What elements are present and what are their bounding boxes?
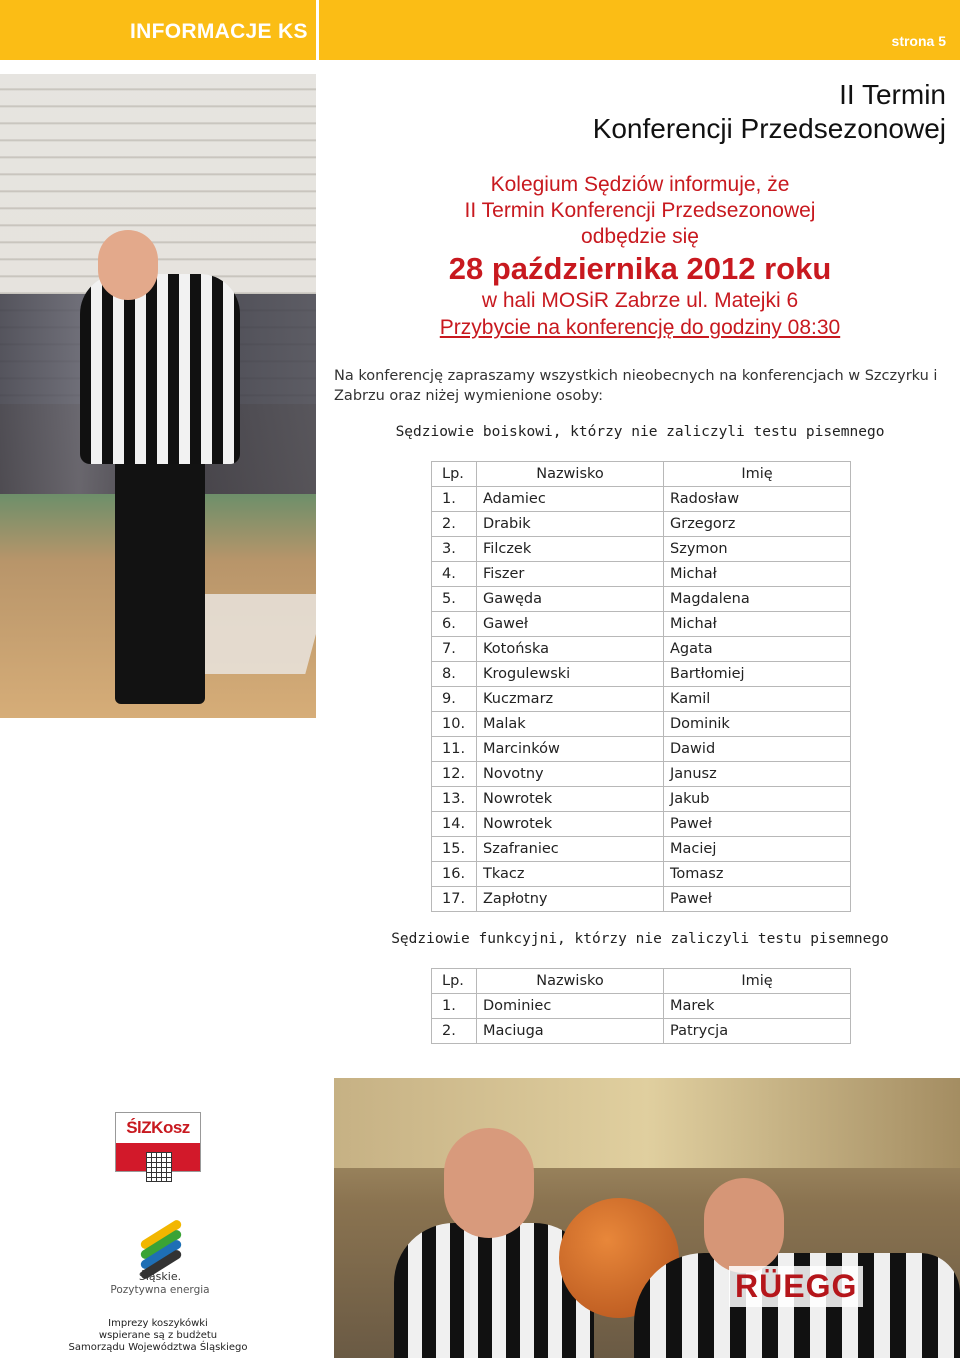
conference-date: 28 października 2012 roku: [448, 251, 832, 286]
row-first-name: Michał: [664, 562, 851, 587]
table-header-row: [432, 462, 851, 487]
row-first-name: Patrycja: [664, 1019, 851, 1044]
row-surname: Nowrotek: [477, 787, 664, 812]
column-first-name: Imię: [664, 462, 851, 487]
column-lp: Lp.: [432, 462, 477, 487]
row-surname: Malak: [477, 712, 664, 737]
page-number: strona 5: [891, 33, 946, 49]
table-officials-table: [431, 968, 851, 1044]
row-number: 14.: [432, 812, 477, 837]
slaskie-logo-tagline: Pozytywna energia: [110, 1284, 210, 1296]
photo-hall-wall: [334, 1078, 960, 1168]
row-surname: Dominiec: [477, 994, 664, 1019]
header-divider: [316, 0, 319, 60]
row-surname: Kotońska: [477, 637, 664, 662]
photo-referee-left-head: [444, 1128, 534, 1238]
table-row: [432, 762, 851, 787]
row-first-name: Agata: [664, 637, 851, 662]
table-row: [432, 512, 851, 537]
row-number: 12.: [432, 762, 477, 787]
row-first-name: Michał: [664, 612, 851, 637]
row-first-name: Paweł: [664, 812, 851, 837]
row-number: 15.: [432, 837, 477, 862]
court-referees-table: [431, 461, 851, 912]
row-number: 2.: [432, 1019, 477, 1044]
row-number: 17.: [432, 887, 477, 912]
title-line-2: Konferencji Przedsezonowej: [592, 113, 946, 144]
row-surname: Gaweł: [477, 612, 664, 637]
table-row: [432, 862, 851, 887]
table-row: [432, 837, 851, 862]
section-title: INFORMACJE KS: [130, 20, 308, 43]
row-number: 13.: [432, 787, 477, 812]
row-surname: Gawęda: [477, 587, 664, 612]
row-first-name: Grzegorz: [664, 512, 851, 537]
table-row: [432, 1019, 851, 1044]
row-first-name: Janusz: [664, 762, 851, 787]
table-row: [432, 587, 851, 612]
row-first-name: Maciej: [664, 837, 851, 862]
row-number: 5.: [432, 587, 477, 612]
row-surname: Adamiec: [477, 487, 664, 512]
row-number: 10.: [432, 712, 477, 737]
table-row: [432, 637, 851, 662]
row-number: 9.: [432, 687, 477, 712]
column-first-name: Imię: [664, 969, 851, 994]
announcement-line-1: Kolegium Sędziów informuje, że: [490, 173, 790, 196]
table-row: [432, 812, 851, 837]
slaskie-logo-name: Śląskie.: [138, 1270, 182, 1283]
row-surname: Fiszer: [477, 562, 664, 587]
row-surname: Marcinków: [477, 737, 664, 762]
table-row: [432, 887, 851, 912]
conference-venue: w hali MOSiR Zabrze ul. Matejki 6: [481, 289, 799, 312]
header-bar: [0, 0, 960, 60]
arrival-time: Przybycie na konferencję do godziny 08:30: [439, 316, 841, 339]
row-surname: Nowrotek: [477, 812, 664, 837]
funding-line-2: wspierane są z budżetu: [98, 1330, 218, 1341]
row-first-name: Szymon: [664, 537, 851, 562]
row-first-name: Marek: [664, 994, 851, 1019]
page-title: [446, 78, 946, 146]
row-first-name: Kamil: [664, 687, 851, 712]
column-lp: Lp.: [432, 969, 477, 994]
slaskie-logo: [110, 1222, 210, 1302]
photo-referee-right-head: [704, 1178, 784, 1273]
column-surname: Nazwisko: [477, 969, 664, 994]
table-row: [432, 787, 851, 812]
column-surname: Nazwisko: [477, 462, 664, 487]
table-row: [432, 737, 851, 762]
row-first-name: Dawid: [664, 737, 851, 762]
row-number: 16.: [432, 862, 477, 887]
basket-net-icon: [146, 1152, 172, 1182]
row-surname: Novotny: [477, 762, 664, 787]
row-first-name: Magdalena: [664, 587, 851, 612]
court-referees-heading: Sędziowie boiskowi, którzy nie zaliczyli testu pisemnego: [395, 424, 885, 440]
photo-referee-head: [98, 230, 158, 300]
table-officials-rows: [432, 994, 851, 1044]
row-number: 6.: [432, 612, 477, 637]
photo-referee-legs: [115, 454, 205, 704]
funding-line-3: Samorządu Województwa Śląskiego: [68, 1342, 248, 1353]
funding-line-1: Imprezy koszykówki: [108, 1318, 208, 1329]
row-number: 3.: [432, 537, 477, 562]
row-surname: Szafraniec: [477, 837, 664, 862]
table-row: [432, 487, 851, 512]
photo-referee-shirt: [80, 274, 240, 464]
announcement-line-2: II Termin Konferencji Przedsezonowej: [464, 199, 816, 222]
table-officials-heading: Sędziowie funkcyjni, którzy nie zaliczyli testu pisemnego: [391, 931, 889, 947]
table-row: [432, 612, 851, 637]
table-row: [432, 537, 851, 562]
row-surname: Krogulewski: [477, 662, 664, 687]
row-first-name: Jakub: [664, 787, 851, 812]
row-surname: Drabik: [477, 512, 664, 537]
row-surname: Kuczmarz: [477, 687, 664, 712]
row-number: 1.: [432, 994, 477, 1019]
court-referees-rows: [432, 487, 851, 912]
table-row: [432, 562, 851, 587]
slzkosz-logo-text: ŚlZKosz: [116, 1113, 200, 1143]
table-row: [432, 687, 851, 712]
row-number: 1.: [432, 487, 477, 512]
row-first-name: Radosław: [664, 487, 851, 512]
announcement: [334, 172, 946, 342]
referee-photo-top: [0, 74, 316, 718]
referees-photo-bottom: [334, 1078, 960, 1358]
table-row: [432, 662, 851, 687]
intro-paragraph: Na konferencję zapraszamy wszystkich nieobecnych na konferencjach w Szczyrku i Zabrzu oraz niżej wymienione osoby:: [334, 368, 938, 404]
row-first-name: Paweł: [664, 887, 851, 912]
funding-note: [60, 1318, 256, 1354]
row-first-name: Dominik: [664, 712, 851, 737]
row-number: 8.: [432, 662, 477, 687]
title-line-1: II Termin: [839, 79, 946, 110]
row-surname: Maciuga: [477, 1019, 664, 1044]
row-surname: Zapłotny: [477, 887, 664, 912]
row-surname: Filczek: [477, 537, 664, 562]
table-row: [432, 994, 851, 1019]
row-number: 4.: [432, 562, 477, 587]
row-first-name: Bartłomiej: [664, 662, 851, 687]
table-header-row: [432, 969, 851, 994]
row-number: 7.: [432, 637, 477, 662]
row-first-name: Tomasz: [664, 862, 851, 887]
row-surname: Tkacz: [477, 862, 664, 887]
row-number: 2.: [432, 512, 477, 537]
announcement-line-3: odbędzie się: [581, 225, 699, 248]
table-row: [432, 712, 851, 737]
jersey-name: RÜEGG: [729, 1266, 863, 1307]
row-number: 11.: [432, 737, 477, 762]
